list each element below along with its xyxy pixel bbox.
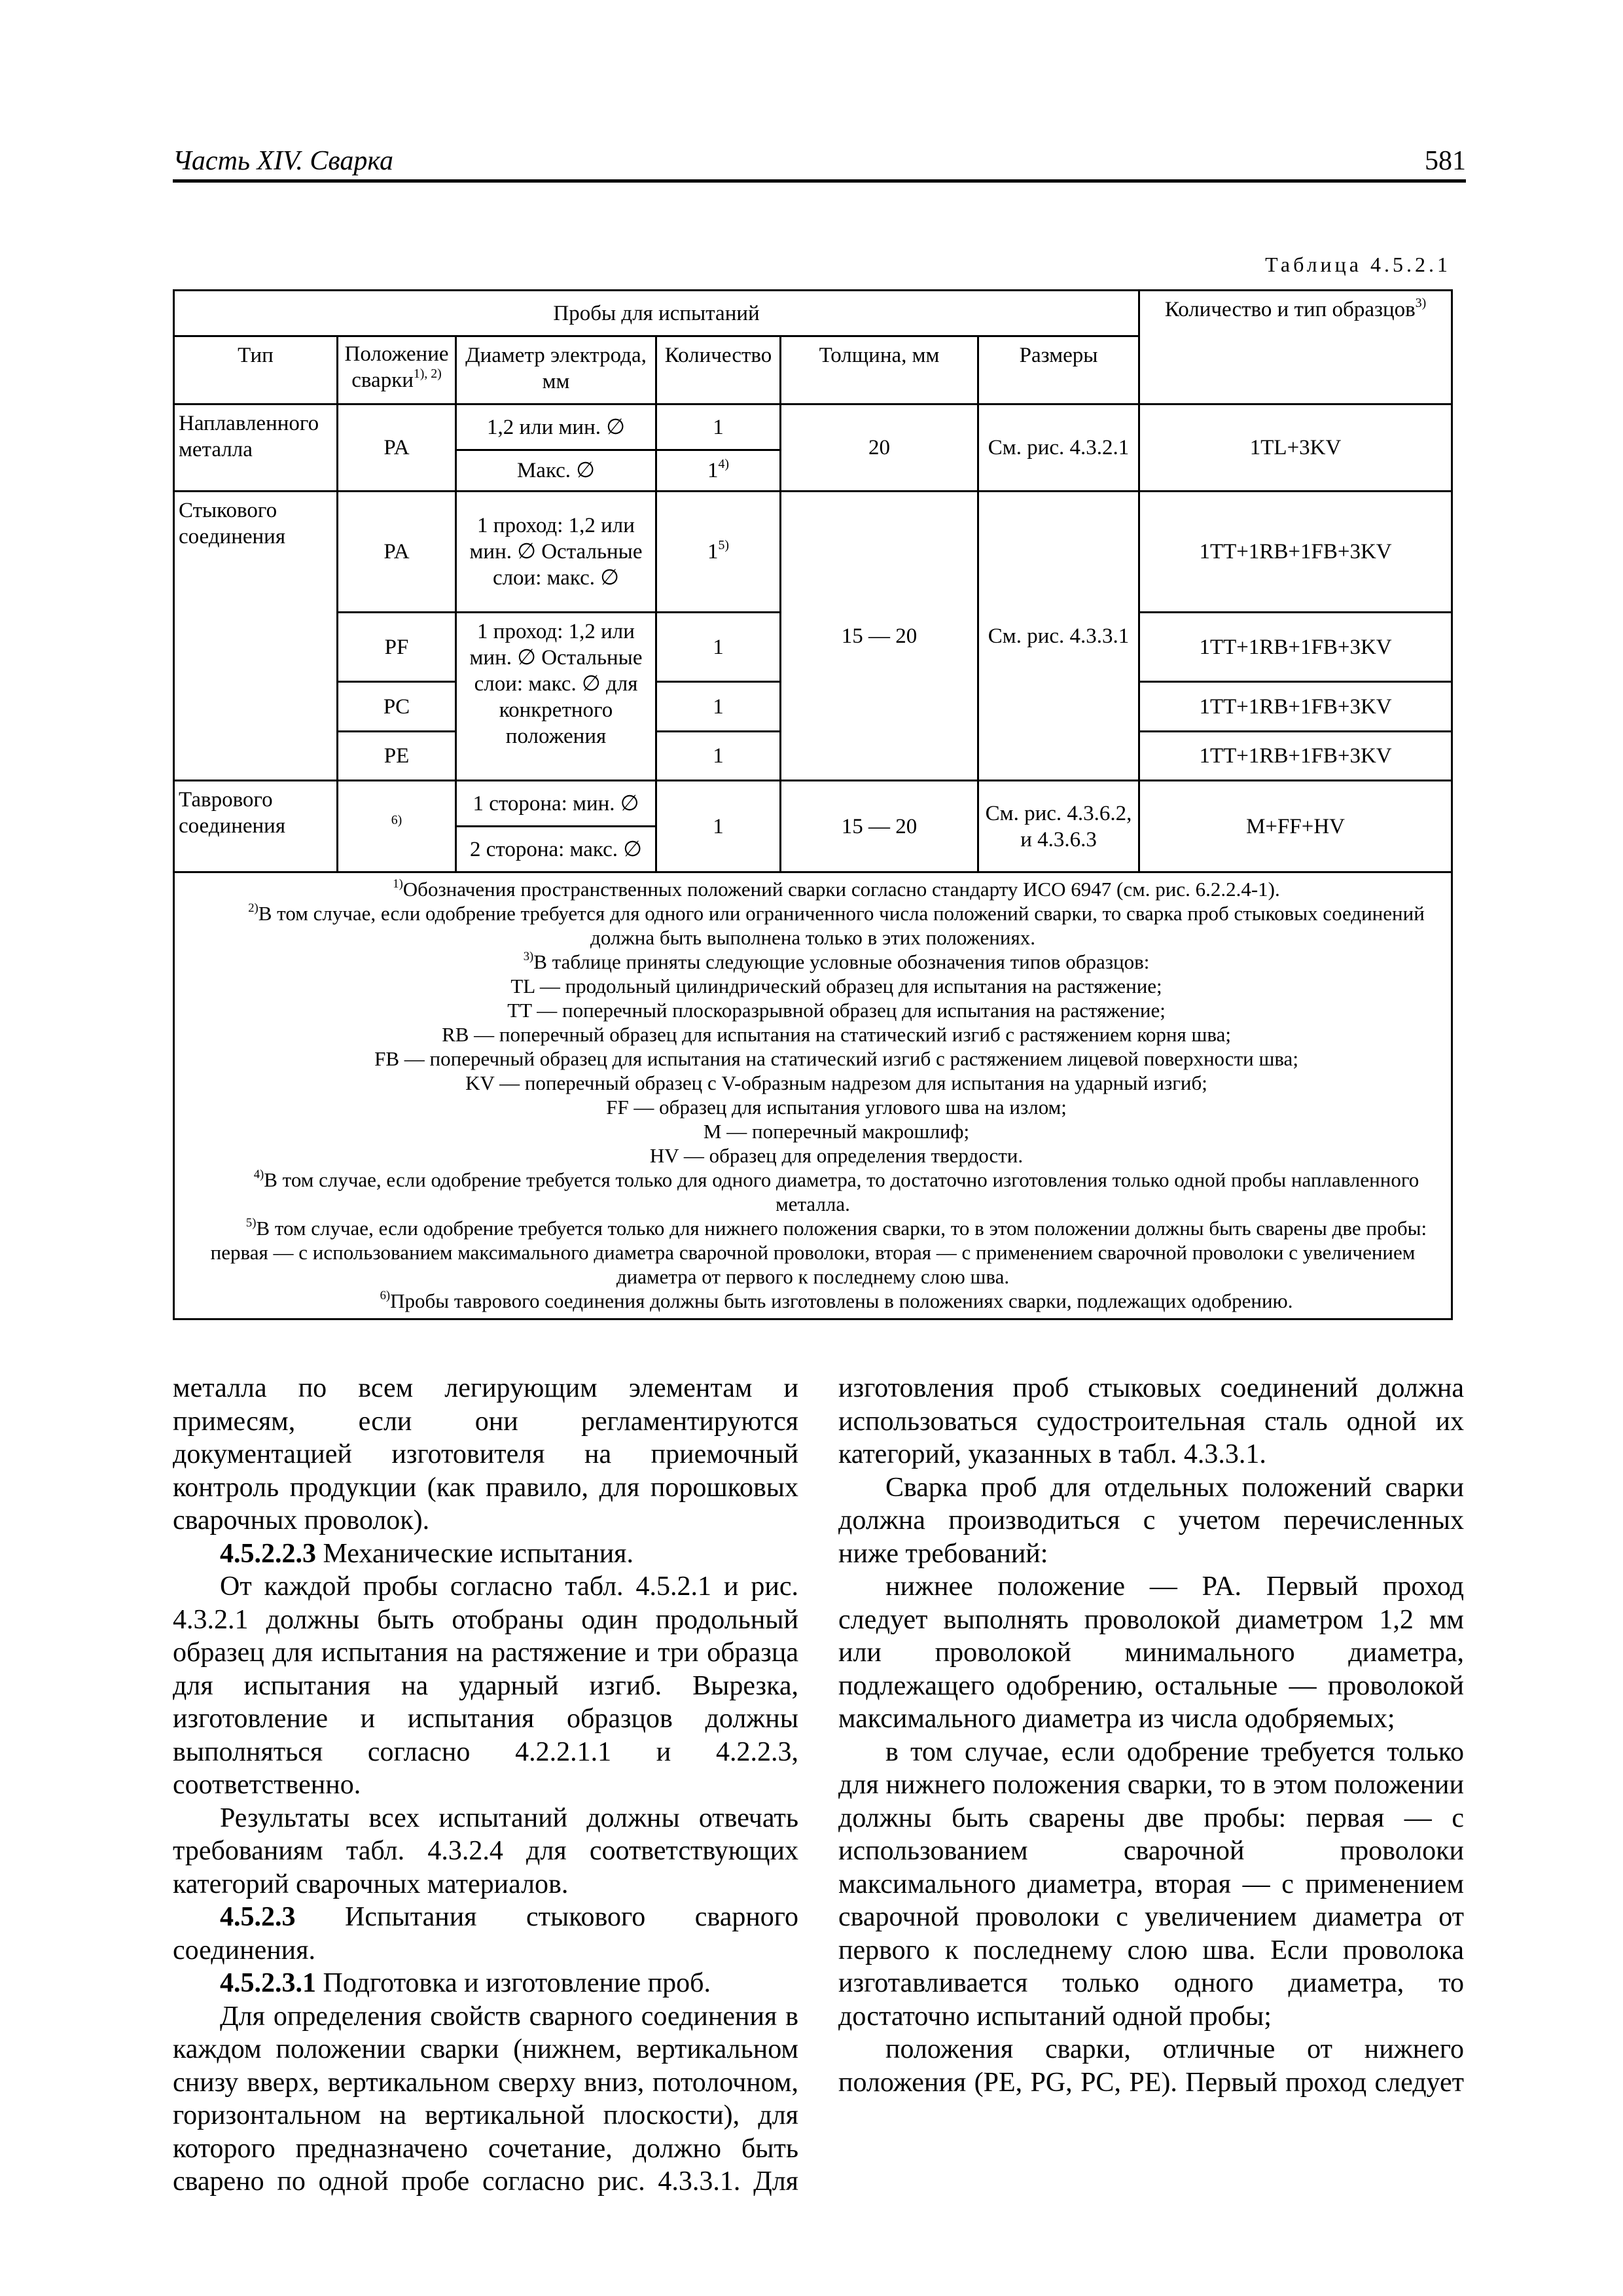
note <box>176 1216 1450 1289</box>
footnote-ref: 5) <box>718 538 729 553</box>
note <box>176 901 1450 950</box>
quantity-cell: 1 <box>656 613 781 682</box>
result-cell: M+FF+HV <box>1139 781 1452 872</box>
section-heading <box>173 1901 798 1967</box>
thickness-cell: 20 <box>781 404 978 492</box>
note-text: TL — продольный цилиндрический образец для испытания на растяжение; <box>510 975 1162 997</box>
paragraph: Результаты всех испытаний должны отвечать требованиям табл. 4.3.2.4 для соответствующих категорий сварочных материалов. <box>173 1803 798 1899</box>
note <box>176 1143 1450 1168</box>
paragraph: в том случае, если одобрение требуется только для нижнего положения сварки, то в этом положении должны быть сварены две пробы: первая — с использованием сварочной проволоки максимального диаметра, вторая — с применением сварочной проволоки с увеличением диаметра от первого к последнему слою шва. Если проволока изготавливается только одного диаметра, то достаточно испытаний одной пробы; <box>838 1736 1464 2032</box>
note <box>176 974 1450 998</box>
paragraph: Сварка проб для отдельных положений сварки должна производиться с учетом перечисленных ниже требований: <box>838 1472 1464 1569</box>
note <box>176 998 1450 1022</box>
table-row <box>174 404 1452 450</box>
page-number: 581 <box>1425 146 1466 176</box>
note <box>176 1047 1450 1071</box>
dimensions-cell: См. рис. 4.3.6.2, и 4.3.6.3 <box>978 781 1139 872</box>
diameter-cell: 1 сторона: мин. ∅ <box>456 781 656 827</box>
position-cell: PF <box>338 613 456 682</box>
quantity-cell <box>656 492 781 613</box>
type-cell: Наплавленного металла <box>174 404 338 492</box>
result-cell: 1TT+1RB+1FB+3KV <box>1139 492 1452 613</box>
note-text: FF — образец для испытания углового шва на излом; <box>606 1096 1067 1119</box>
diameter-cell: 2 сторона: макс. ∅ <box>456 827 656 872</box>
result-header <box>1139 291 1452 404</box>
table-row <box>174 781 1452 827</box>
note <box>176 1095 1450 1119</box>
test-samples-table <box>173 289 1453 1320</box>
quantity-value: 1 <box>707 459 719 482</box>
note-text: TT — поперечный плоскоразрывной образец для испытания на растяжение; <box>507 999 1166 1022</box>
position-cell <box>338 781 456 872</box>
footnote-ref: 6) <box>380 1288 391 1302</box>
paragraph: нижнее положение — PA. Первый проход следует выполнять проволокой диаметром 1,2 мм или проволокой минимального диаметра, подлежащего одобрению, остальные — проволокой максимального диаметра из числа одобряемых; <box>838 1571 1464 1734</box>
quantity-cell: 1 <box>656 682 781 732</box>
paragraph: Для определения свойств сварного соединения в каждом положении сварки (нижнем, вертикальном снизу вверх, вертикальном сверху вниз, потолочном, горизонтальном на вертикальной плоскости), для которого предназначено сочетание, должно быть сварено по одной пробе согласно рис. 4.3.3.1. Для <box>173 2001 798 2197</box>
section-number: 4.5.2.2.3 <box>220 1538 316 1569</box>
paragraph: От каждой пробы согласно табл. 4.5.2.1 и рис. 4.3.2.1 должны быть отобраны один продольный образец для испытания на растяжение и три образца для испытания на ударный изгиб. Вырезка, изготовление и испытания образцов должны выполняться согласно 4.2.2.1.1 и 4.2.2.3, соответственно. <box>173 1571 798 1800</box>
footnote-ref: 4) <box>718 457 729 472</box>
table-notes <box>174 872 1452 1319</box>
section-heading <box>173 1967 798 2000</box>
quantity-cell: 1 <box>656 732 781 781</box>
note <box>176 1168 1450 1216</box>
col-diameter: Диаметр электрода, мм <box>456 336 656 404</box>
section-title: Испытания стыкового сварного соединения. <box>173 1902 798 1965</box>
col-quantity: Количество <box>656 336 781 404</box>
section-heading <box>173 1537 798 1571</box>
col-position-text: Положение сварки <box>344 342 449 392</box>
quantity-cell: 1 <box>656 781 781 872</box>
position-cell: PE <box>338 732 456 781</box>
col-thickness: Толщина, мм <box>781 336 978 404</box>
dimensions-cell: См. рис. 4.3.3.1 <box>978 492 1139 781</box>
diameter-cell: 1 проход: 1,2 или мин. ∅ Остальные слои: макс. ∅ <box>456 492 656 613</box>
diameter-cell: 1,2 или мин. ∅ <box>456 404 656 450</box>
footnote-ref: 4) <box>253 1167 264 1181</box>
paragraph: изготовления проб стыковых соединений должна использоваться судостроительная сталь одной их категорий, указанных в табл. 4.3.3.1. <box>838 1373 1464 1469</box>
note-text: FB — поперечный образец для испытания на статический изгиб с растяжением лицевой поверхности шва; <box>374 1047 1298 1070</box>
note-text: M — поперечный макрошлиф; <box>703 1120 970 1143</box>
thickness-cell: 15 — 20 <box>781 492 978 781</box>
footnote-ref: 3) <box>1415 296 1427 311</box>
diameter-cell: Макс. ∅ <box>456 450 656 492</box>
note-text: В том случае, если одобрение требуется только для одного диаметра, то достаточно изготовления только одной пробы наплавленного металла. <box>264 1168 1419 1215</box>
quantity-cell: 1 <box>656 404 781 450</box>
note <box>176 1071 1450 1095</box>
thickness-cell: 15 — 20 <box>781 781 978 872</box>
footnote-ref: 2) <box>248 901 259 915</box>
section-number: 4.5.2.3 <box>220 1902 296 1932</box>
position-cell: PA <box>338 404 456 492</box>
result-cell: 1TT+1RB+1FB+3KV <box>1139 613 1452 682</box>
result-cell: 1TT+1RB+1FB+3KV <box>1139 682 1452 732</box>
result-cell: 1TT+1RB+1FB+3KV <box>1139 732 1452 781</box>
table-notes-row <box>174 872 1452 1319</box>
section-title: Подготовка и изготовление проб. <box>316 1968 711 1998</box>
quantity-value: 1 <box>707 540 719 564</box>
section-title: Часть XIV. Сварка <box>173 146 393 176</box>
note <box>176 1289 1450 1313</box>
note-text: RB — поперечный образец для испытания на статический изгиб с растяжением корня шва; <box>442 1023 1231 1046</box>
col-position <box>338 336 456 404</box>
right-text-column <box>838 1372 1464 2099</box>
result-header-text: Количество и тип образцов <box>1164 298 1416 321</box>
note <box>176 950 1450 974</box>
footnote-ref: 1) <box>393 876 403 891</box>
dimensions-cell: См. рис. 4.3.2.1 <box>978 404 1139 492</box>
col-type: Тип <box>174 336 338 404</box>
section-number: 4.5.2.3.1 <box>220 1968 316 1998</box>
type-cell: Таврового соединения <box>174 781 338 872</box>
result-cell: 1TL+3KV <box>1139 404 1452 492</box>
type-cell: Стыкового соединения <box>174 492 338 781</box>
position-cell: PC <box>338 682 456 732</box>
diameter-cell: 1 проход: 1,2 или мин. ∅ Остальные слои: макс. ∅ для конкретного положения <box>456 613 656 781</box>
note-text: Пробы таврового соединения должны быть изготовлены в положениях сварки, подлежащих одобрению. <box>390 1289 1293 1312</box>
table-row <box>174 492 1452 613</box>
left-text-column <box>173 1372 798 2198</box>
note-text: В таблице приняты следующие условные обозначения типов образцов: <box>533 950 1150 973</box>
note-text: HV — образец для определения твердости. <box>649 1144 1024 1167</box>
paragraph: положения сварки, отличные от нижнего положения (PE, PG, PC, PE). Первый проход следует <box>838 2034 1464 2098</box>
note <box>176 1022 1450 1047</box>
group-header: Пробы для испытаний <box>174 291 1139 336</box>
note-text: В том случае, если одобрение требуется только для нижнего положения сварки, то в этом положении должны быть сварены две пробы: первая — с использованием максимального диаметра сварочной проволоки, вторая — с применением сварочной проволоки с увеличением диаметра от первого к последнему слою шва. <box>210 1217 1427 1288</box>
col-dimensions: Размеры <box>978 336 1139 404</box>
footnote-ref: 1), 2) <box>413 367 442 382</box>
paragraph: металла по всем легирующим элементам и примесям, если они регламентируются документацией изготовителя на приемочный контроль продукции (как правило, для порошковых сварочных проволок). <box>173 1373 798 1535</box>
quantity-cell <box>656 450 781 492</box>
footnote-ref: 3) <box>523 949 534 963</box>
running-header <box>173 143 1466 183</box>
note-text: В том случае, если одобрение требуется для одного или ограниченного числа положений сварки, то сварка проб стыковых соединений должна быть выполнена только в этих положениях. <box>258 902 1425 949</box>
footnote-ref: 6) <box>391 812 402 827</box>
note <box>176 877 1450 901</box>
note-text: Обозначения пространственных положений сварки согласно стандарту ИСО 6947 (см. рис. 6.2.2.4-1). <box>402 878 1280 901</box>
note-text: KV — поперечный образец с V-образным надрезом для испытания на ударный изгиб; <box>465 1071 1207 1094</box>
position-cell: PA <box>338 492 456 613</box>
footnote-ref: 5) <box>245 1215 257 1230</box>
table-header-row <box>174 291 1452 336</box>
table-caption: Таблица 4.5.2.1 <box>1265 253 1451 276</box>
note <box>176 1119 1450 1143</box>
section-title: Механические испытания. <box>316 1538 633 1569</box>
